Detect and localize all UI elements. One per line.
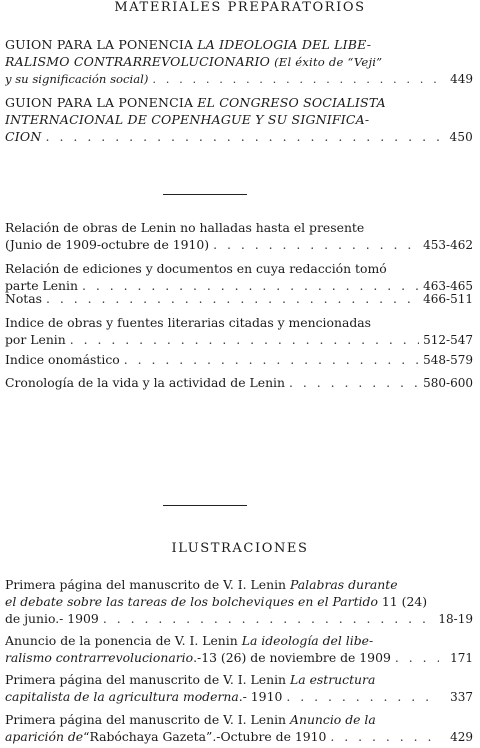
entry-title: RALISMO CONTRARREVOLUCIONARIO xyxy=(5,54,271,69)
page-number: 337 xyxy=(450,690,473,704)
entry-title: capitalista de la agricultura moderna xyxy=(5,689,239,704)
entry-title: Palabras durante xyxy=(290,577,398,592)
dot-leader xyxy=(70,331,419,348)
entry-text: parte Lenin xyxy=(5,278,78,293)
dot-leader xyxy=(330,728,439,745)
page-number: 463-465 xyxy=(423,279,473,293)
entry-text: (El éxito de “Veji” xyxy=(274,55,383,69)
entry-text: “Rabóchaya Gazeta”.-Octubre de 1910 xyxy=(83,729,327,744)
page-number: 453-462 xyxy=(423,238,473,252)
dot-leader xyxy=(103,610,435,627)
dot-leader xyxy=(46,290,419,307)
entry-title: EL CONGRESO SOCIALISTA xyxy=(197,95,386,110)
toc-entry-ilustracion-estructura[interactable] xyxy=(5,671,473,706)
page-number: 466-511 xyxy=(423,292,473,306)
page-number: 580-600 xyxy=(423,376,473,390)
toc-entry-cronologia[interactable] xyxy=(5,374,473,392)
entry-title: CION xyxy=(5,129,42,144)
dot-leader xyxy=(152,71,439,88)
section-heading-materiales: MATERIALES PREPARATORIOS xyxy=(114,0,366,15)
entry-text: 11 (24) xyxy=(381,594,428,609)
toc-entry-obras-no-halladas[interactable] xyxy=(5,219,473,254)
entry-title: Anuncio de la xyxy=(290,712,376,727)
entry-title: La estructura xyxy=(290,672,376,687)
entry-text: Indice de obras y fuentes literarias citadas y mencionadas xyxy=(5,315,372,330)
entry-text: Primera página del manuscrito de V. I. Lenin xyxy=(5,672,287,687)
toc-entry-guion-ideologia[interactable] xyxy=(5,36,473,88)
entry-text: por Lenin xyxy=(5,332,66,347)
toc-entry-guion-congreso[interactable] xyxy=(5,94,473,146)
toc-entry-ilustracion-rabochaya[interactable] xyxy=(5,711,473,746)
entry-title: INTERNACIONAL DE COPENHAGUE Y SU SIGNIFICA- xyxy=(5,112,370,127)
page-number: 429 xyxy=(450,730,473,744)
toc-entry-indice-onomastico[interactable] xyxy=(5,351,473,369)
entry-text: Indice onomástico xyxy=(5,352,120,367)
entry-title: ralismo contrarrevolucionario xyxy=(5,650,194,665)
section-divider xyxy=(163,505,247,506)
toc-entry-ilustracion-palabras[interactable] xyxy=(5,576,473,628)
entry-title: el debate sobre las tareas de los bolcheviques en el Partido xyxy=(5,594,378,609)
entry-text: (Junio de 1909-octubre de 1910) xyxy=(5,237,210,252)
entry-text: y su significación social) xyxy=(5,72,149,86)
entry-text: Primera página del manuscrito de V. I. Lenin xyxy=(5,577,287,592)
section-divider xyxy=(163,194,247,195)
page-number: 450 xyxy=(449,130,473,144)
toc-entry-indice-obras[interactable] xyxy=(5,314,473,349)
dot-leader xyxy=(213,236,419,253)
entry-text: Relación de obras de Lenin no halladas hasta el presente xyxy=(5,220,365,235)
entry-text: .-13 (26) de noviembre de 1909 xyxy=(193,650,391,665)
entry-title: LA IDEOLOGIA DEL LIBE- xyxy=(197,37,372,52)
page-number: 18-19 xyxy=(438,612,473,626)
toc-entry-notas[interactable] xyxy=(5,290,473,308)
dot-leader xyxy=(46,128,440,145)
dot-leader xyxy=(124,351,419,368)
entry-title: aparición de xyxy=(5,729,84,744)
entry-text: GUION PARA LA PONENCIA xyxy=(5,37,194,52)
page-number: 548-579 xyxy=(423,353,473,367)
entry-text: .- 1910 xyxy=(238,689,283,704)
section-heading-ilustraciones: ILUSTRACIONES xyxy=(171,541,309,556)
entry-text: Relación de ediciones y documentos en cuya redacción tomó xyxy=(5,261,387,276)
toc-entry-ilustracion-anuncio-ponencia[interactable] xyxy=(5,632,473,667)
entry-text: GUION PARA LA PONENCIA xyxy=(5,95,194,110)
entry-text: Anuncio de la ponencia de V. I. Lenin xyxy=(5,633,238,648)
entry-text: Notas xyxy=(5,291,43,306)
entry-text: de junio.- 1909 xyxy=(5,611,99,626)
entry-title: La ideología del libe- xyxy=(241,633,374,648)
page-number: 171 xyxy=(450,651,473,665)
page-number: 512-547 xyxy=(423,333,473,347)
dot-leader xyxy=(286,688,439,705)
dot-leader xyxy=(289,374,419,391)
dot-leader xyxy=(395,649,439,666)
entry-text: Primera página del manuscrito de V. I. Lenin xyxy=(5,712,287,727)
entry-text: Cronología de la vida y la actividad de Lenin xyxy=(5,375,285,390)
page-number: 449 xyxy=(450,72,473,86)
